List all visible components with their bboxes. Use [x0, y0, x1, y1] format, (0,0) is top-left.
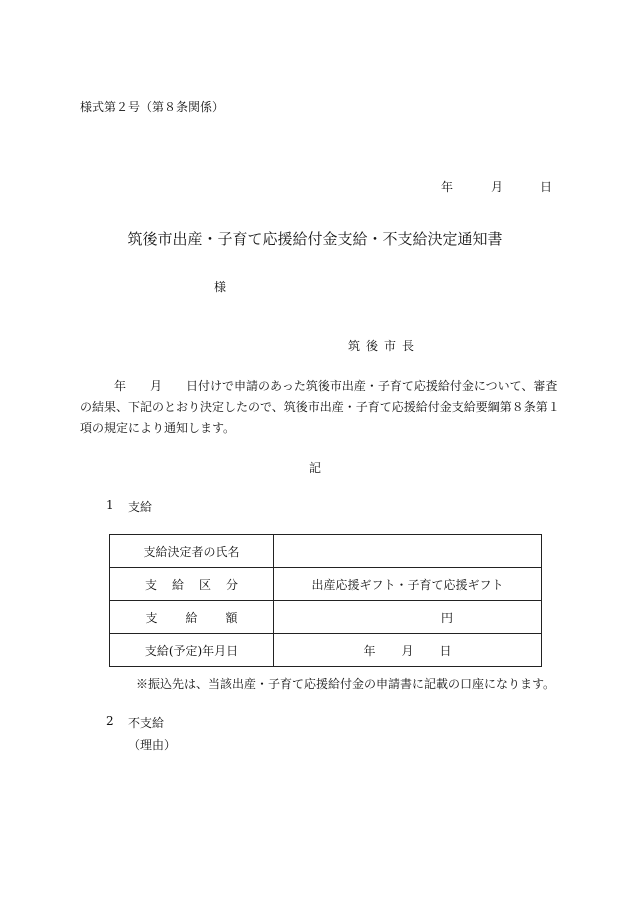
body-year-label: 年	[114, 379, 127, 393]
date-month-label: 月	[491, 180, 504, 194]
document-title: 筑後市出産・子育て応援給付金支給・不支給決定通知書	[127, 230, 503, 248]
body-line-2: の結果、下記のとおり決定したので、筑後市出産・子育て応援給付金支給要綱第８条第１	[80, 400, 560, 414]
table-row	[110, 634, 542, 667]
payment-date-field[interactable]	[274, 634, 542, 667]
payment-category-value: 出産応援ギフト・子育て応援ギフト	[274, 568, 542, 601]
payment-date-day: 日	[439, 643, 452, 658]
payment-amount-field[interactable]	[274, 601, 542, 634]
form-number: 様式第２号（第８条関係）	[80, 100, 225, 114]
section-1-number: 1	[106, 498, 114, 512]
payment-category-label-text: 支給区分	[144, 577, 253, 592]
payment-table	[109, 534, 542, 667]
issuer-name: 筑後市長	[348, 339, 421, 353]
payment-category-label	[110, 568, 274, 601]
payment-amount-label-text: 支給額	[145, 610, 266, 625]
section-2-title: 不支給	[128, 716, 165, 730]
table-row	[110, 535, 542, 568]
body-line-1	[80, 377, 558, 394]
payment-date-month: 月	[401, 643, 414, 658]
payment-amount-unit: 円	[440, 610, 453, 625]
payment-amount-label	[110, 601, 274, 634]
date-year-label: 年	[441, 180, 454, 194]
transfer-note: ※振込先は、当該出産・子育て応援給付金の申請書に記載の口座になります。	[136, 677, 556, 691]
date-day-label: 日	[540, 180, 553, 194]
section-2-reason-label: （理由）	[128, 738, 177, 752]
section-2-number: 2	[106, 714, 114, 728]
payment-date-year: 年	[363, 643, 376, 658]
payment-date-label: 支給(予定)年月日	[110, 634, 274, 667]
recipient-name-label: 支給決定者の氏名	[110, 535, 274, 568]
table-row	[110, 568, 542, 601]
body-month-label: 月	[150, 379, 163, 393]
table-row	[110, 601, 542, 634]
body-line-3: 項の規定により通知します。	[80, 421, 236, 435]
recipient-name-field[interactable]	[274, 535, 542, 568]
record-label: 記	[308, 461, 321, 475]
addressee-suffix: 様	[214, 280, 227, 294]
section-1-title: 支給	[128, 500, 153, 514]
body-line-1-text: 日付けで申請のあった筑後市出産・子育て応援給付金について、審査	[186, 379, 558, 393]
